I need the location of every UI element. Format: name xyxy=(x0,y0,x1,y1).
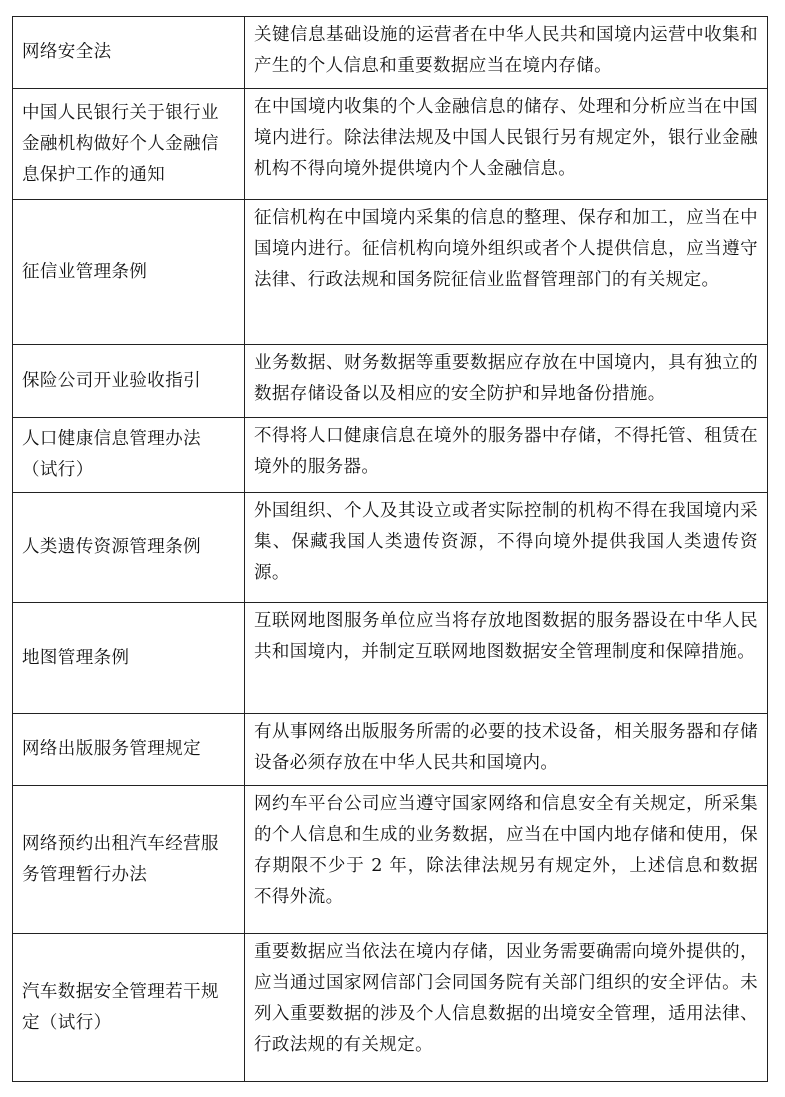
table-row xyxy=(13,89,768,200)
table-row xyxy=(13,603,768,714)
regulation-requirement: 外国组织、个人及其设立或者实际控制的机构不得在我国境内采集、保藏我国人类遗传资源，不得向境外提供我国人类遗传资源。 xyxy=(245,493,768,603)
regulation-requirement: 重要数据应当依法在境内存储，因业务需要确需向境外提供的，应当通过国家网信部门会同国务院有关部门组织的安全评估。未列入重要数据的涉及个人信息数据的出境安全管理，适用法律、行政法规的有关规定。 xyxy=(245,934,768,1082)
table-row xyxy=(13,714,768,786)
regulation-name: 网络出版服务管理规定 xyxy=(13,714,245,786)
regulation-requirement: 在中国境内收集的个人金融信息的储存、处理和分析应当在中国境内进行。除法律法规及中国人民银行另有规定外，银行业金融机构不得向境外提供境内个人金融信息。 xyxy=(245,89,768,200)
regulation-requirement: 不得将人口健康信息在境外的服务器中存储，不得托管、租赁在境外的服务器。 xyxy=(245,418,768,493)
table-row xyxy=(13,934,768,1082)
table-row xyxy=(13,200,768,345)
regulation-name: 中国人民银行关于银行业金融机构做好个人金融信息保护工作的通知 xyxy=(13,89,245,200)
table-row xyxy=(13,493,768,603)
regulation-name: 汽车数据安全管理若干规定（试行） xyxy=(13,934,245,1082)
regulation-requirement: 征信机构在中国境内采集的信息的整理、保存和加工，应当在中国境内进行。征信机构向境外组织或者个人提供信息，应当遵守法律、行政法规和国务院征信业监督管理部门的有关规定。 xyxy=(245,200,768,345)
regulations-table xyxy=(12,16,768,1082)
regulation-requirement: 业务数据、财务数据等重要数据应存放在中国境内，具有独立的数据存储设备以及相应的安全防护和异地备份措施。 xyxy=(245,345,768,418)
regulation-name: 人口健康信息管理办法（试行） xyxy=(13,418,245,493)
regulation-requirement: 网约车平台公司应当遵守国家网络和信息安全有关规定，所采集的个人信息和生成的业务数据，应当在中国内地存储和使用，保存期限不少于 2 年，除法律法规另有规定外，上述信息和数据不得外流。 xyxy=(245,786,768,934)
regulation-requirement: 有从事网络出版服务所需的必要的技术设备，相关服务器和存储设备必须存放在中华人民共和国境内。 xyxy=(245,714,768,786)
regulation-name: 保险公司开业验收指引 xyxy=(13,345,245,418)
table-row xyxy=(13,786,768,934)
regulation-name: 地图管理条例 xyxy=(13,603,245,714)
regulation-requirement: 关键信息基础设施的运营者在中华人民共和国境内运营中收集和产生的个人信息和重要数据应当在境内存储。 xyxy=(245,17,768,89)
table-row xyxy=(13,418,768,493)
table-row xyxy=(13,17,768,89)
regulation-name: 人类遗传资源管理条例 xyxy=(13,493,245,603)
regulation-name: 网络预约出租汽车经营服务管理暂行办法 xyxy=(13,786,245,934)
regulation-requirement: 互联网地图服务单位应当将存放地图数据的服务器设在中华人民共和国境内，并制定互联网地图数据安全管理制度和保障措施。 xyxy=(245,603,768,714)
table-row xyxy=(13,345,768,418)
regulation-name: 征信业管理条例 xyxy=(13,200,245,345)
regulation-name: 网络安全法 xyxy=(13,17,245,89)
